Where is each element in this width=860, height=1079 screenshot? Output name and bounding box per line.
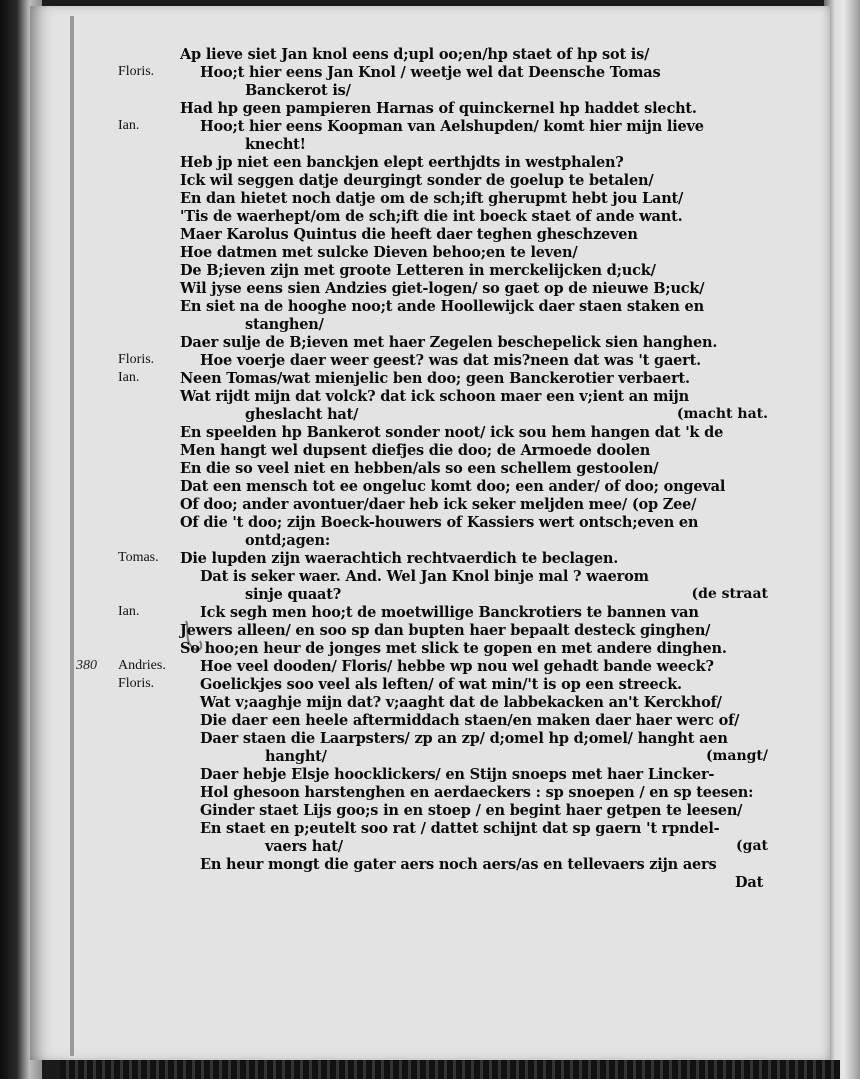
verse-text: Dat een mensch tot ee ongeluc komt doo; een ander/ of doo; ongeval — [180, 478, 726, 495]
book-bottom-edge — [60, 1060, 840, 1079]
verse-text: En speelden hp Bankerot sonder noot/ ick sou hem hangen dat 'k de — [180, 424, 724, 441]
verse-text: 'Tis de waerhept/om de sch;ift die int boeck staet of ande want. — [180, 208, 683, 225]
verse-text: Wat v;aaghje mijn dat? v;aaght dat de labbekacken an't Kerckhof/ — [200, 694, 722, 711]
verse-text: Ick segh men hoo;t de moetwillige Banckrotiers te bannen van — [200, 604, 699, 621]
play-text — [30, 46, 830, 892]
text-line — [30, 334, 830, 352]
text-line — [30, 442, 830, 460]
verse-text: En heur mongt die gater aers noch aers/as en tellevaers zijn aers — [200, 856, 717, 873]
text-line — [30, 784, 830, 802]
verse-text: sinje quaat? — [245, 586, 341, 603]
speaker-name: Ian. — [118, 604, 140, 619]
text-line — [30, 82, 830, 100]
verse-text: Hoe datmen met sulcke Dieven behoo;en te leven/ — [180, 244, 578, 261]
verse-text: Hoe voerje daer weer geest? was dat mis?neen dat was 't gaert. — [200, 352, 701, 369]
verse-text: De B;ieven zijn met groote Letteren in merckelijcken d;uck/ — [180, 262, 656, 279]
verse-text: knecht! — [245, 136, 306, 153]
text-line — [30, 388, 830, 406]
text-line — [30, 478, 830, 496]
turnover-text: (macht hat. — [676, 406, 768, 422]
speaker-name: Floris. — [118, 352, 155, 367]
verse-text: stanghen/ — [245, 316, 324, 333]
verse-text: So hoo;en heur de jonges met slick te gopen en met andere dinghen. — [180, 640, 727, 657]
verse-text: Dat is seker waer. And. Wel Jan Knol binje mal ? waerom — [200, 568, 649, 585]
text-line — [30, 712, 830, 730]
verse-text: Goelickjes soo veel als leften/ of wat min/'t is op een streeck. — [200, 676, 682, 693]
text-line — [30, 406, 830, 424]
verse-text: Daer sulje de B;ieven met haer Zegelen beschepelick sien hanghen. — [180, 334, 718, 351]
text-line — [30, 838, 830, 856]
text-line — [30, 298, 830, 316]
text-line — [30, 460, 830, 478]
text-line — [30, 154, 830, 172]
verse-text: Die daer een heele aftermiddach staen/en maken daer haer werc of/ — [200, 712, 740, 729]
verse-text: Wat rijdt mijn dat volck? dat ick schoon maer een v;ient an mijn — [180, 388, 689, 405]
verse-text: En siet na de hooghe noo;t ande Hoollewijck daer staen staken en — [180, 298, 704, 315]
text-line — [30, 352, 830, 370]
turnover-text: (gat — [736, 838, 768, 854]
verse-text: En die so veel niet en hebben/als so een schellem gestoolen/ — [180, 460, 659, 477]
verse-text: vaers hat/ — [265, 838, 343, 855]
verse-text: Hoe veel dooden/ Floris/ hebbe wp nou wel gehadt bande weeck? — [200, 658, 714, 675]
text-line — [30, 64, 830, 82]
text-line — [30, 856, 830, 874]
speaker-name: Ian. — [118, 370, 140, 385]
verse-text: Ick wil seggen datje deurgingt sonder de goelup te betalen/ — [180, 172, 654, 189]
verse-text: Ginder staet Lijs goo;s in en stoep / en begint haer getpen te leesen/ — [200, 802, 743, 819]
text-line — [30, 424, 830, 442]
text-line — [30, 226, 830, 244]
verse-text: Maer Karolus Quintus die heeft daer teghen gheschzeven — [180, 226, 638, 243]
verse-text: Hoo;t hier eens Jan Knol / weetje wel dat Deensche Tomas — [200, 64, 661, 81]
text-line — [30, 172, 830, 190]
text-line — [30, 748, 830, 766]
verse-text: En staet en p;eutelt soo rat / dattet schijnt dat sp gaern 't rpndel- — [200, 820, 720, 837]
text-line — [30, 136, 830, 154]
margin-note: 380 — [76, 658, 97, 673]
text-line — [30, 280, 830, 298]
verse-text: Die lupden zijn waerachtich rechtvaerdich te beclagen. — [180, 550, 619, 567]
verse-text: Hol ghesoon harstenghen en aerdaeckers : sp snoepen / en sp teesen: — [200, 784, 754, 801]
text-line — [30, 622, 830, 640]
speaker-name: Andries. — [118, 658, 166, 673]
text-line — [30, 118, 830, 136]
speaker-name: Floris. — [118, 64, 155, 79]
text-line — [30, 316, 830, 334]
verse-text: Of doo; ander avontuer/daer heb ick seker meljden mee/ (op Zee/ — [180, 496, 697, 513]
text-line — [30, 820, 830, 838]
verse-text: Hoo;t hier eens Koopman van Aelshupden/ komt hier mijn lieve — [200, 118, 704, 135]
verse-text: Jewers alleen/ en soo sp dan bupten haer bepaalt desteck ginghen/ — [180, 622, 711, 639]
verse-text: Heb jp niet een banckjen elept eerthjdts in westphalen? — [180, 154, 624, 171]
speaker-name: Tomas. — [118, 550, 159, 565]
text-line — [30, 550, 830, 568]
text-line — [30, 874, 830, 892]
book-page — [30, 6, 830, 1060]
text-line — [30, 514, 830, 532]
verse-text: Of die 't doo; zijn Boeck-houwers of Kassiers wert ontsch;even en — [180, 514, 699, 531]
text-line — [30, 802, 830, 820]
verse-text: Daer staen die Laarpsters/ zp an zp/ d;omel hp d;omel/ hanght aen — [200, 730, 728, 747]
text-line — [30, 568, 830, 586]
text-line — [30, 262, 830, 280]
text-line — [30, 604, 830, 622]
text-line — [30, 370, 830, 388]
text-line — [30, 640, 830, 658]
text-line — [30, 730, 830, 748]
text-line — [30, 586, 830, 604]
verse-text: Dat — [735, 874, 764, 891]
verse-text: En dan hietet noch datje om de sch;ift gherupmt hebt jou Lant/ — [180, 190, 684, 207]
text-line — [30, 766, 830, 784]
verse-text: Men hangt wel dupsent diefjes die doo; de Armoede doolen — [180, 442, 651, 459]
turnover-text: (mangt/ — [705, 748, 768, 764]
text-line — [30, 100, 830, 118]
text-line — [30, 208, 830, 226]
text-line — [30, 496, 830, 514]
turnover-text: (de straat — [691, 586, 768, 602]
text-line — [30, 532, 830, 550]
verse-text: gheslacht hat/ — [245, 406, 359, 423]
verse-text: Wil jyse eens sien Andzies giet-logen/ so gaet op de nieuwe B;uck/ — [180, 280, 705, 297]
verse-text: ontd;agen: — [245, 532, 331, 549]
verse-text: Neen Tomas/wat mienjelic ben doo; geen Banckerotier verbaert. — [180, 370, 690, 387]
verse-text: Banckerot is/ — [245, 82, 351, 99]
text-line — [30, 658, 830, 676]
verse-text: Had hp geen pampieren Harnas of quinckernel hp haddet slecht. — [180, 100, 697, 117]
speaker-name: Ian. — [118, 118, 140, 133]
text-line — [30, 244, 830, 262]
verse-text: hanght/ — [265, 748, 327, 765]
text-line — [30, 676, 830, 694]
verse-text: Daer hebje Elsje hoocklickers/ en Stijn snoeps met haer Lincker- — [200, 766, 715, 783]
speaker-name: Floris. — [118, 676, 155, 691]
text-line — [30, 46, 830, 64]
text-line — [30, 694, 830, 712]
text-line — [30, 190, 830, 208]
verse-text: Ap lieve siet Jan knol eens d;upl oo;en/hp staet of hp sot is/ — [180, 46, 650, 63]
